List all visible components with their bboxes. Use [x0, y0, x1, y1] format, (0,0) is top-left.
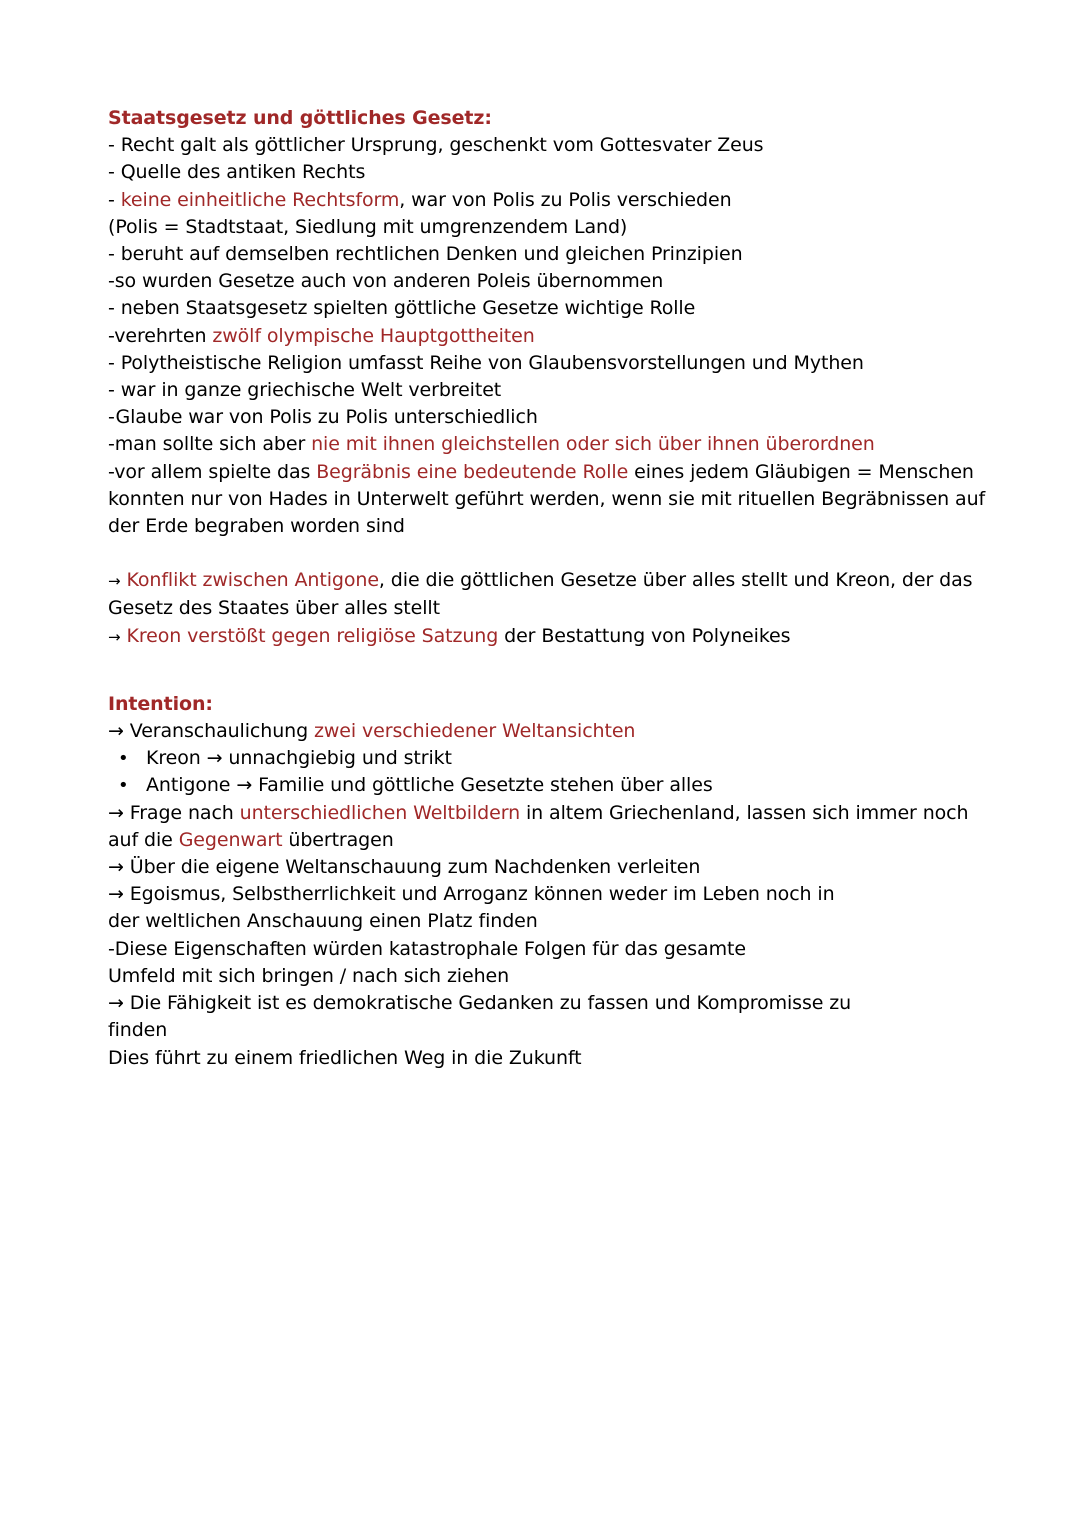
intention-line-2: → Frage nach unterschiedlichen Weltbildern in altem Griechenland, lassen sich immer noch	[108, 801, 969, 824]
body-line: -vor allem spielte das Begräbnis eine bedeutende Rolle eines jedem Gläubigen = Menschen	[108, 460, 974, 483]
arrow-right-icon: →	[108, 627, 121, 646]
conclusion-item-2: → Kreon verstößt gegen religiöse Satzung der Bestattung von Polyneikes	[108, 623, 1008, 651]
spacer	[108, 540, 1008, 567]
bullet-item-kreon: • Kreon → unnachgiebig und strikt	[108, 745, 1008, 772]
intention-line-11: Dies führt zu einem friedlichen Weg in die Zukunft	[108, 1046, 582, 1069]
arrow-right-icon: →	[108, 572, 121, 591]
body-line: der Erde begraben worden sind	[108, 515, 405, 538]
conclusion-item-1-continued: Gesetz des Staates über alles stellt	[108, 597, 440, 620]
body-line: -Glaube war von Polis zu Polis unterschiedlich	[108, 406, 538, 429]
section-heading-intention: Intention:	[108, 692, 213, 715]
intention-line-10: finden	[108, 1019, 168, 1042]
intention-line-3: auf die Gegenwart übertragen	[108, 828, 394, 851]
document-page	[108, 105, 1008, 1072]
bullet-item-antigone: • Antigone → Familie und göttliche Gesetzte stehen über alles	[108, 772, 1008, 799]
body-line: - Quelle des antiken Rechts	[108, 161, 366, 184]
arrow-right-icon: →	[108, 801, 124, 824]
body-line: (Polis = Stadtstaat, Siedlung mit umgrenzendem Land)	[108, 215, 628, 238]
intention-line-1: → Veranschaulichung zwei verschiedener Weltansichten	[108, 720, 636, 743]
arrow-right-icon: →	[108, 883, 124, 906]
arrow-right-icon: →	[108, 720, 124, 743]
intention-line-9: → Die Fähigkeit ist es demokratische Gedanken zu fassen und Kompromisse zu	[108, 992, 852, 1015]
body-line: - Polytheistische Religion umfasst Reihe von Glaubensvorstellungen und Mythen	[108, 351, 864, 374]
body-line: -man sollte sich aber nie mit ihnen gleichstellen oder sich über ihnen überordnen	[108, 433, 875, 456]
spacer	[108, 651, 1008, 691]
section1-body	[108, 132, 1008, 540]
intention-line-7: -Diese Eigenschaften würden katastrophale Folgen für das gesamte	[108, 937, 746, 960]
body-line: - Recht galt als göttlicher Ursprung, geschenkt vom Gottesvater Zeus	[108, 134, 764, 157]
intention-line-8: Umfeld mit sich bringen / nach sich ziehen	[108, 964, 510, 987]
arrow-right-icon: →	[108, 992, 124, 1015]
intention-line-6: der weltlichen Anschauung einen Platz finden	[108, 910, 538, 933]
section-heading-staatsgesetz: Staatsgesetz und göttliches Gesetz:	[108, 107, 492, 129]
body-line: - keine einheitliche Rechtsform, war von Polis zu Polis verschieden	[108, 188, 732, 211]
body-line: konnten nur von Hades in Unterwelt geführt werden, wenn sie mit rituellen Begräbnissen auf	[108, 487, 986, 510]
body-line: - war in ganze griechische Welt verbreitet	[108, 379, 502, 402]
bullet-icon: •	[118, 775, 129, 797]
body-line: -so wurden Gesetze auch von anderen Poleis übernommen	[108, 270, 664, 293]
conclusion-item-1: → Konflikt zwischen Antigone, die die göttlichen Gesetze über alles stellt und Kreon, der das	[108, 567, 1008, 595]
body-line: - neben Staatsgesetz spielten göttliche Gesetze wichtige Rolle	[108, 297, 696, 320]
intention-line-5: → Egoismus, Selbstherrlichkeit und Arroganz können weder im Leben noch in	[108, 883, 835, 906]
body-line: -verehrten zwölf olympische Hauptgottheiten	[108, 324, 535, 347]
body-line: - beruht auf demselben rechtlichen Denken und gleichen Prinzipien	[108, 243, 743, 266]
arrow-right-icon: →	[108, 856, 124, 879]
intention-line-4: → Über die eigene Weltanschauung zum Nachdenken verleiten	[108, 856, 701, 879]
bullet-icon: •	[118, 748, 129, 770]
